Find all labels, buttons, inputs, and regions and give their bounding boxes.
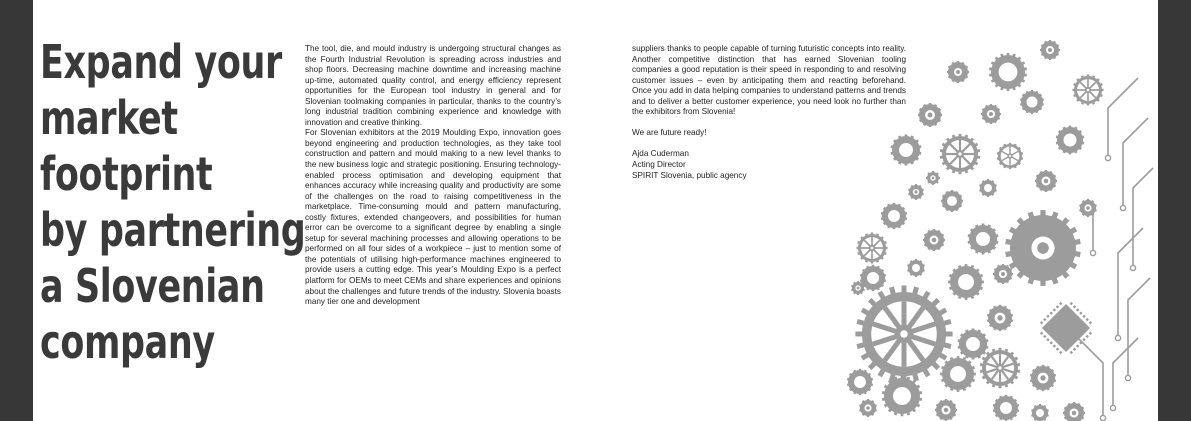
chip-pin bbox=[1076, 308, 1079, 311]
gear bbox=[993, 395, 1019, 421]
circuit-node bbox=[1105, 155, 1110, 160]
gear bbox=[907, 259, 925, 277]
circuit-trace bbox=[1118, 228, 1143, 338]
headline-line: Expand your bbox=[40, 35, 282, 89]
body-paragraph: For Slovenian exhibitors at the 2019 Moulding Expo, innovation goes beyond engineering and production technologies, as they take tool construction and pattern and mould making to a new level thanks to the new business logic and strategic positioning. Ensuring technology-enabled process optimisation and developing equipment that enhances accuracy while increasing quality and productivity are some of the challenges on the road to raising competitiveness in the marketplace. Time-consuming mould and pattern manufacturing, costly fixtures, extended changeovers, and possibilities for human error can be overcome to a significant degree by enabling a single setup for several machining processes and allowing operations to be performed on all four sides of a workpiece – just to mention some of the potentials of utilising high-performance machines engineered to provide users a cutting edge. This year’s Moulding Expo is a perfect platform for OEMs to meet CEMs and share experiences and opinions about the challenges and future trends of the industry. Slovenia boasts many tier one and development bbox=[305, 128, 561, 307]
circuit-node bbox=[1100, 415, 1105, 420]
headline-line: footprint bbox=[40, 147, 213, 201]
chip-pin bbox=[1046, 338, 1049, 341]
chip-pin bbox=[1070, 351, 1073, 354]
circuit-node bbox=[1110, 405, 1115, 410]
gear bbox=[908, 184, 924, 200]
gear bbox=[856, 232, 887, 263]
chip-pin bbox=[1059, 302, 1062, 305]
gear bbox=[1020, 90, 1044, 114]
chip-pin bbox=[1056, 305, 1059, 308]
chip-pin bbox=[1079, 311, 1082, 314]
circuit-node bbox=[1130, 265, 1135, 270]
chip-pin bbox=[1040, 332, 1043, 335]
gear bbox=[997, 143, 1023, 169]
gear bbox=[1031, 404, 1049, 421]
circuit-node bbox=[1090, 250, 1095, 255]
right-side-bar bbox=[1158, 0, 1191, 421]
chip-pin bbox=[1086, 335, 1089, 338]
headline-line: a Slovenian bbox=[40, 259, 265, 313]
gear bbox=[882, 376, 922, 416]
chip-pin bbox=[1049, 311, 1052, 314]
left-side-bar bbox=[0, 0, 33, 421]
body-column-1 bbox=[305, 44, 561, 308]
circuit-trace bbox=[1123, 118, 1148, 208]
chip-pin bbox=[1082, 315, 1085, 318]
gear bbox=[1072, 74, 1103, 105]
gears-circuit-head-icon bbox=[838, 38, 1156, 421]
chip-pin bbox=[1053, 344, 1056, 347]
chip-pin bbox=[1082, 338, 1085, 341]
headline bbox=[40, 34, 306, 370]
circuit-trace bbox=[1113, 338, 1138, 408]
closing-line: We are future ready! bbox=[632, 128, 707, 138]
chip-pin bbox=[1043, 335, 1046, 338]
chip-pin bbox=[1043, 318, 1046, 321]
gear bbox=[859, 399, 877, 417]
gear bbox=[981, 104, 1001, 124]
circuit-node bbox=[1115, 335, 1120, 340]
circuit-node bbox=[1120, 205, 1125, 210]
gear bbox=[941, 190, 963, 212]
gear bbox=[881, 203, 907, 229]
gear bbox=[993, 264, 1013, 284]
gear bbox=[1063, 402, 1085, 421]
gear bbox=[926, 171, 940, 185]
signature-org: SPIRIT Slovenia, public agency bbox=[632, 170, 747, 180]
chip-pin bbox=[1040, 321, 1043, 324]
gear bbox=[1040, 40, 1060, 60]
gear bbox=[987, 305, 1013, 331]
gear bbox=[947, 61, 969, 83]
chip-pin bbox=[1070, 302, 1073, 305]
gear bbox=[918, 103, 942, 127]
circuit-trace bbox=[1128, 278, 1150, 378]
gear bbox=[989, 53, 1027, 91]
chip-pin bbox=[1059, 351, 1062, 354]
body-paragraph: suppliers thanks to people capable of turning futuristic concepts into reality. Another competitive distinction that has earned Slovenian tooling companies a good reputation is their speed in responding to and resolving customer issues – even by anticipating them and reacting beforehand. Once you add in data helping companies to understand patterns and trends and to deliver a better customer experience, you need look no further than the exhibitors from Slovenia! bbox=[632, 44, 906, 117]
gear bbox=[940, 356, 976, 392]
chip-pin bbox=[1073, 305, 1076, 308]
gear bbox=[1035, 170, 1057, 192]
chip-pin bbox=[1073, 348, 1076, 351]
gear bbox=[948, 264, 984, 300]
gear bbox=[1005, 210, 1081, 286]
chip-pin bbox=[1053, 308, 1056, 311]
circuit-trace bbox=[1078, 338, 1103, 418]
headline-line: market bbox=[40, 91, 178, 145]
gear bbox=[980, 348, 1020, 388]
gear bbox=[855, 285, 952, 382]
chip-pin bbox=[1056, 348, 1059, 351]
circuit-node bbox=[1125, 375, 1130, 380]
gear bbox=[847, 369, 873, 395]
headline-line: company bbox=[40, 315, 215, 369]
chip-pin bbox=[1089, 321, 1092, 324]
gear bbox=[958, 328, 989, 359]
chip-pin bbox=[1076, 344, 1079, 347]
gear bbox=[1030, 365, 1056, 391]
gear bbox=[940, 134, 980, 174]
gear bbox=[1056, 126, 1085, 155]
circuit-trace bbox=[1133, 168, 1153, 268]
microchip bbox=[1042, 304, 1090, 352]
chip-pin bbox=[1089, 332, 1092, 335]
gear bbox=[968, 223, 999, 254]
signature-name: Ajda Cuderman bbox=[632, 149, 689, 159]
signature-title: Acting Director bbox=[632, 159, 686, 169]
gear bbox=[979, 179, 997, 197]
gear bbox=[935, 399, 957, 421]
body-paragraph: The tool, die, and mould industry is undergoing structural changes as the Fourth Industrial Revolution is spreading across industries and shop floors. Decreasing machine downtime and increasing machine up-time, automated quality control, and energy efficiency represent opportunities for the European tool industry in general and for Slovenian toolmaking companies in particular, thanks to the country’s long industrial tradition combining experience and knowledge with innovation and creative thinking. bbox=[305, 44, 561, 127]
headline-line: by partnering bbox=[40, 203, 306, 257]
chip-pin bbox=[1046, 315, 1049, 318]
gear bbox=[923, 229, 945, 251]
gear bbox=[891, 134, 922, 165]
gear bbox=[1079, 199, 1097, 217]
chip-pin bbox=[1086, 318, 1089, 321]
chip-pin bbox=[1049, 341, 1052, 344]
